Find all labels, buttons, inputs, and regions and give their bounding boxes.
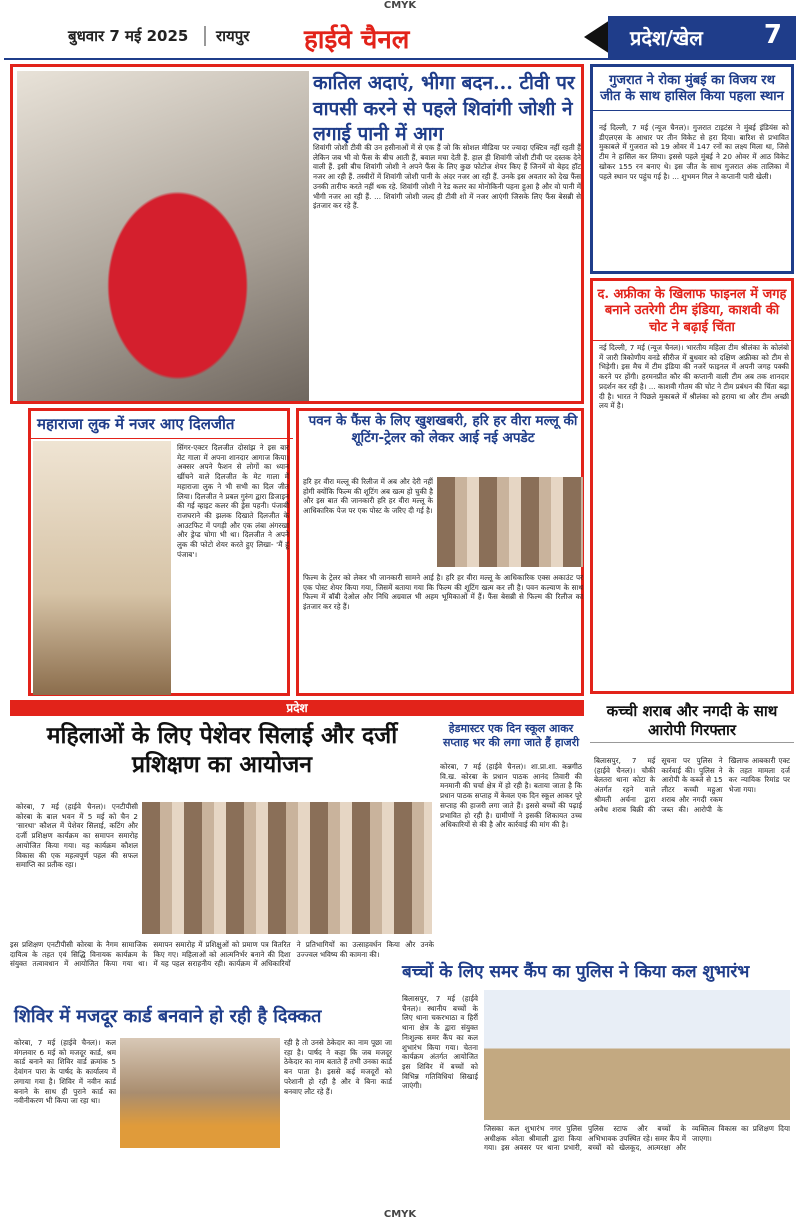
africa-body: नई दिल्ली, 7 मई (न्यूज चैनल)। भारतीय महिला टीम श्रीलंका के कोलंबो में जारी त्रिकोणीय वनडे सीरीज में बुधवार को दक्षिण अफ्रीका को टीम से भिड़ेगी। इस मैच में टीम इंडिया की नजरें फाइनल में अपनी जगह पक्की करने पर होंगी। हरमनप्रीत कौर की कप्तानी वाली टीम अब तक शानदार प्रदर्शन कर रही है। ... काशवी गौतम की चोट ने टीम प्रबंधन की चिंता बढ़ा दी है। भारत ने पिछले मुकाबले में श्रीलंका को हराया था और टीम अच्छी लय में है। [599, 343, 789, 411]
gujarat-story [590, 64, 794, 274]
pawan-body-2: फिल्म के ट्रेलर को लेकर भी जानकारी सामने आई है। हरि हर वीरा मल्लू के आधिकारिक एक्स अकाउंट पर एक पोस्ट शेयर किया गया, जिसमें बताया गया कि फिल्म की शूटिंग खत्म कर ली है। पवन कल्याण के साथ फिल्म में बॉबी देओल और निधि अग्रवाल भी अहम भूमिकाओं में हैं। फैंस बेसब्री से फिल्म की रिलीज का इंतजार कर रहे हैं। [303, 573, 583, 612]
women-body-columns: इस प्रशिक्षण एनटीपीसी कोरबा के नैगम सामाजिक दायित्व के तहत एवं सिद्धि विनायक कार्यक्रम के संयुक्त तत्वावधान में आयोजित किया गया था। समापन समारोह में प्रशिक्षुओं को प्रमाण पत्र वितरित किए गए। महिलाओं को आत्मनिर्भर बनाने की दिशा में यह पहल सराहनीय रही। कार्यक्रम में अधिकारियों ने प्रतिभागियों का उत्साहवर्धन किया और उनके उज्ज्वल भविष्य की कामना की। [10, 940, 434, 969]
summer-camp-body-2: जिसका कल शुभारंभ नगर पुलिस अधीक्षक श्वेता श्रीमाली द्वारा किया गया। इस अवसर पर थाना प्रभारी, पुलिस स्टाफ और बच्चों के अभिभावक उपस्थित रहे। समर कैंप में बच्चों को खेलकूद, आत्मरक्षा और व्यक्तित्व विकास का प्रशिक्षण दिया जाएगा। [484, 1124, 790, 1153]
women-headline: महिलाओं के लिए पेशेवर सिलाई और दर्जी प्रशिक्षण का आयोजन [46, 722, 398, 778]
section-arrow-icon [584, 20, 610, 54]
gujarat-headline: गुजरात ने रोका मुंबई का विजय रथ जीत के साथ हासिल किया पहला स्थान [593, 67, 791, 111]
women-photo [142, 802, 432, 934]
diljit-story [28, 408, 290, 696]
pawan-headline: पवन के फैंस के लिए खुशखबरी, हरि हर वीरा मल्लू की शूटिंग-ट्रेलर को लेकर आई नई अपडेट [308, 413, 578, 446]
section-name: प्रदेश/खेल [630, 26, 703, 50]
page-number: 7 [763, 20, 782, 50]
diljit-headline: महाराजा लुक में नजर आए दिलजीत [31, 411, 293, 439]
lead-body: शिवांगी जोशी टीवी की उन हसीनाओं में से एक हैं जो कि सोशल मीडिया पर ज्यादा एक्टिव नहीं रहती हैं लेकिन जब भी वो फैंस के बीच आती हैं, बवाल मचा देती हैं. हाल ही शिवांगी जोशी टीवी पर दस्तक देने वाली हैं. इसी बीच शिवांगी जोशी ने अपने फैंस के लिए कुछ फोटोज शेयर किए हैं जिनमें वो बेहद हॉट नजर आ रही हैं. तस्वीरों में शिवांगी जोशी पानी के अंदर नजर आ रही हैं. उनके इस अवतार को देख फैंस उनकी तारीफ करते नहीं थक रहे. शिवांगी जोशी ने रेड कलर का मोनोकिनी पहना हुआ है और वो पानी में भीगी नजर आ रही हैं. ... शिवांगी जोशी जल्द ही टीवी शो में नजर आएंगी जिसके लिए फैंस बेसब्री से इंतजार कर रहे हैं. [313, 143, 581, 211]
labour-card-story [10, 1004, 394, 1204]
africa-story [590, 278, 794, 694]
africa-headline: द. अफ्रीका के खिलाफ फाइनल में जगह बनाने उतरेगी टीम इंडिया, काशवी की चोट ने बढ़ाई चिंता [593, 281, 791, 341]
headmaster-body: कोरबा, 7 मई (हाईवे चैनल)। शा.प्रा.शा. कन्नगीठ वि.ख. कोरबा के प्रधान पाठक आनंद तिवारी की मनमानी की चर्चा क्षेत्र में हो रही है। बताया जाता है कि प्रधान पाठक सप्ताह में केवल एक दिन स्कूल आकर पूरे सप्ताह की हाजरी लगा जाते हैं। इससे बच्चों की पढ़ाई प्रभावित हो रही है। ग्रामीणों ने इसकी शिकायत उच्च अधिकारियों से की है और कार्रवाई की मांग की है। [440, 762, 582, 830]
newspaper-logo: हाईवे चैनल [304, 25, 410, 55]
summer-camp-headline: बच्चों के लिए समर कैंप का पुलिस ने किया कल शुभारंभ [402, 962, 750, 982]
summer-camp-photo [484, 990, 790, 1120]
gujarat-body: नई दिल्ली, 7 मई (न्यूज चैनल)। गुजरात टाइटंस ने मुंबई इंडियंस को डीएलएस के आधार पर तीन विकेट से हरा दिया। बारिश से प्रभावित मुकाबले में गुजरात को 19 ओवर में 147 रनों का लक्ष्य मिला था, जिसे टीम ने हासिल कर लिया। इससे पहले मुंबई ने 20 ओवर में आठ विकेट खोकर 155 रन बनाए थे। इस जीत के साथ गुजरात अंक तालिका में पहले स्थान पर पहुंच गई है। ... शुभमन गिल ने कप्तानी पारी खेली। [599, 123, 789, 181]
lead-story [10, 64, 584, 404]
headmaster-story [438, 720, 584, 1000]
liquor-body: बिलासपुर, 7 मई (हाईवे चैनल)। चौकी बेलतरा थाना कोटा के अंतर्गत रहने वाले श्रीमती अर्चना द्वारा अवैध शराब बिक्री की सूचना पर पुलिस ने कार्रवाई की। पुलिस ने आरोपी के कब्जे से 15 लीटर कच्ची महुआ शराब और नगदी रकम जब्त की। आरोपी के खिलाफ आबकारी एक्ट के तहत मामला दर्ज कर न्यायिक रिमांड पर भेजा गया। [594, 756, 790, 814]
women-story [10, 720, 434, 940]
diljit-body: सिंगर-एक्टर दिलजीत दोसांझ ने इस बार मेट गाला में अपना शानदार आगाज किया। अक्सर अपने फैशन से लोगों का ध्यान खींचने वाले दिलजीत के मेट गाला में महाराजा लुक ने भी सभी का दिल जीत लिया। दिलजीत ने प्रबल गुरुंग द्वारा डिजाइन की गई व्हाइट कलर की ड्रेस पहनी। पंजाबी राजघराने की झलक दिखाते दिलजीत के आउटफिट में पगड़ी और एक लंबा अंगरखा और ड्रेप्ड चोगा भी था। दिलजीत ने अपने लुक की फोटो शेयर करते हुए लिखा- 'मैं हूं पंजाब'। [177, 443, 289, 559]
section-bar: प्रदेश [10, 700, 584, 716]
women-body: कोरबा, 7 मई (हाईवे चैनल)। एनटीपीसी कोरबा के बाल भवन में 5 मई को चैन 2 'सारथा' कौशल में पेशेवर सिलाई, कटिंग और दर्जी प्रशिक्षण कार्यक्रम का समापन समारोह आयोजित किया गया। यह कार्यक्रम कौशल विकास की एक महत्वपूर्ण पहल की सफल समाप्ति का प्रतीक रहा। [16, 802, 138, 870]
diljit-photo [33, 441, 171, 695]
lead-headline: कातिल अदाएं, भीगा बदन... टीवी पर वापसी करने से पहले शिवांगी जोशी ने लगाई पानी में आग [313, 72, 575, 146]
masthead [4, 16, 796, 60]
labour-card-body: कोरबा, 7 मई (हाईवे चैनल)। कल मंगलवार 6 मई को मजदूर कार्ड, श्रम कार्ड बनाने का शिविर वार्ड क्रमांक 5 देवांगन पारा के पार्षद के कार्यालय में लगाया गया है। शिविर में नवीन कार्ड बनाने के साथ ही पुराने कार्ड का नवीनीकरण भी किया जा रहा था। [14, 1038, 116, 1106]
lead-photo [17, 71, 309, 401]
labour-card-headline: शिविर में मजदूर कार्ड बनवाने हो रही है दिक्कत [14, 1006, 322, 1027]
issue-date: बुधवार 7 मई 2025 [68, 27, 189, 45]
labour-card-body-2: रही है तो उनसे ठेकेदार का नाम पूछा जा रहा है। पार्षद ने कहा कि जब मजदूर ठेकेदार का नाम बताते हैं तभी उनका कार्ड बन पाता है। इससे कई मजदूरों को परेशानी हो रही है और वे बिना कार्ड बनवाए लौट रहे हैं। [284, 1038, 392, 1096]
cmyk-mark-bottom: CMYK [383, 1209, 417, 1220]
summer-camp-body: बिलासपुर, 7 मई (हाईवे चैनल)। स्थानीय बच्चों के लिए थाना चकरभाठा व हिर्री थाना क्षेत्र के द्वारा संयुक्त निःशुल्क समर कैंप का कल शुभारंभ किया गया। चेतना कार्यक्रम अंतर्गत आयोजित इस शिविर में बच्चों को विभिन्न गतिविधियां सिखाई जाएंगी। [402, 994, 478, 1091]
summer-camp-story [398, 960, 794, 1204]
pawan-story [296, 408, 584, 696]
headmaster-headline: हेडमास्टर एक दिन स्कूल आकर सप्ताह भर की लगा जाते हैं हाजरी [442, 722, 580, 749]
pawan-photo [437, 477, 583, 567]
liquor-headline: कच्ची शराब और नगदी के साथ आरोपी गिरफ्तार [590, 700, 794, 743]
edition-city: रायपुर [204, 26, 249, 46]
section-label [608, 16, 796, 58]
pawan-body: हरि हर वीरा मल्लू की रिलीज में अब और देरी नहीं होगी क्योंकि फिल्म की शूटिंग अब खत्म हो चुकी है और इस बात की जानकारी हरि हर वीरा मल्लू के आधिकारिक पेज पर एक पोस्ट के जरिए दी गई है। [303, 477, 433, 516]
cmyk-mark-top: CMYK [383, 0, 417, 11]
labour-card-photo [120, 1038, 280, 1148]
liquor-story [590, 700, 794, 958]
